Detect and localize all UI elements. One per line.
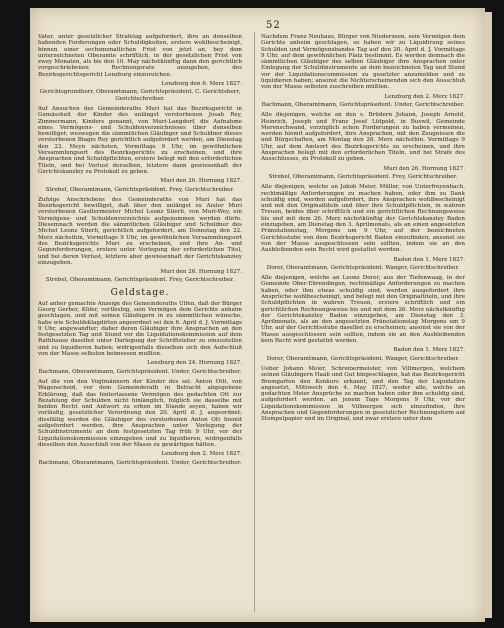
notice-text: Alle diejenigen, welche an den s. Brüdern Johann, Joseph Arnold, Heinrich, Joseph und Franz Josef Lütpold, in Buswil, Gemeinde Merenschwand, vorzüglich schon Forderungen zu haben vermeinen, werden hiemit aufgefordert, ihre Ansprachen, mit den Zeugnissen die und Bürgschaften, am Montag den 26. Merz nächsthin, Vormittags 9 Uhr, auf dem Amtsort des Bezirksgerichts zu erscheinen, und ihre Ansprachen belegt mit den erforderlichen Titeln, und bei Strafe des Ausschlusses, zu Protokoll zu geben. — [261, 112, 465, 163]
column-divider — [254, 32, 255, 612]
notice-date: Baden den 1. Merz 1827. — [393, 347, 465, 354]
notice-text: Nachdem Franz Neuhaus, Bürger von Niederzeen, sein Vermögen dem Gerichte anheim geschlagen, so haben wir zu Liquidirung seines Schulden und Vermögensbandes Tag auf den 20. April d. J. Vormittags 9 Uhr, auf dem gewöhnlichen Platz bestimmt. Es werden demnach die sämmtlichen Gläubiger des selben Gläubiger ihre Ansprachen unter Einlegung der Schuldinstrumente an dem bezeichneten Tag und Stund vor der Liquidationscommission zu gesetzter anzumelden und zu liquidieren haben; ansonst die Nichterscheinenden sich den Ausschluß von der Masse selbsten zuschreiben müßten. — [261, 34, 465, 91]
notice-signature: Dorer, Oberamtmann, Gerichtspräsident. Wanger, Gerichtschreiber. — [266, 355, 460, 362]
notice-date: Lenzburg den 24. Hornung 1827. — [147, 360, 242, 367]
notice-text: Auf die von den Vogtmännern der Kinder des sel. Anton Otti, von Wagenscheid, vor dem Gemeinderath in Betracht abgegebene Erklärung, daß das hinterlassene Vermögen des gedachten Ott zur Bezahlung der Schulden nicht hinlänglich, folglich sie dasselbe mit beiden Recht und Antwort zu erben im Stande seyen, haben wir vorläufig, gesetzlicher Verordnung den 20. April d. J. angeordnet; diesfällig werden die Gläubiger des verstorbenen Anton Ott hiemit aufgefordert werden, ihre Ansprachen unter Vorlegung der Schuldinstrumente an dem festgesetzten Tag früh 9 Uhr, vor der Liquidationskommission einzugeben und zu liquidieren, widrigenfalls dieselben den Ausschluß von der Masse zu gewärtigen hätten. — [38, 378, 242, 448]
notice-signature: Strebel, Oberamtmann, Gerichtspräsident. Frey, Gerichtschreiber. — [45, 186, 235, 193]
notice-date: Muri den 26. Hornung 1827. — [383, 165, 465, 172]
notice-text: Ueber Johann Meier, Schreinermeister, von Villmergen, welchem seinen Gläubigern Haab und Gut hingeschlagen, hat das Bezirksgericht Bremgarten den Konkurs erkannt, und den Tag der Liquidation angesetzt, Mittwoch den 4. May 1827; weder alle, welche an gedachten Meier Ansprüche zu machen haben oder ihm schuldig sind, aufgefordert werden, an jenem Tage Morgens 9 Uhr, vor der Liquidationskommission in Villmergen sich einzufinden, ihre Ansprachen und Gegenforderungen in gesetzlicher Rechnungsform auf Stempelpapier und im Original, und zwar erstere unter dem — [261, 365, 465, 423]
notice-date: Muri den 26. Hornung 1827. — [160, 178, 242, 185]
notice-date: Lenzburg den 2. Merz 1827. — [161, 451, 242, 458]
notice-signature: Bachmann, Oberamtmann, Gerichtspräsident. Under, Gerichtschreiber. — [38, 368, 242, 375]
notice-signature: Gerichtsgrundherr, Oberamtmann, Gerichtspräsident. C. Gerichtsherr, Gerichtschreiber. — [39, 89, 241, 102]
notice-signature: Bachmann, Oberamtmann, Gerichtspräsident. Under, Gerichtschreiber. — [261, 101, 465, 108]
notice-text: Vater, unter gesetzlicher Strafelag aufgefordert, ihre an denselben habenden Forderungen oder Schuldigkeiten, erstere wohlbescheinigt, binnen einer sechsmonatlichen Frist von jetzt an, bey dem unterzeichneten Oberamte schriftlich, in der gesetzlichen Frist von zwey Monaten, als bis den 10. May nächstkünftig dann den gerichtlich vorgeschriebenen Rechnungsrate anzugeben, des Bezirksgerichtsgericht Lenzburg einzureichen. — [38, 34, 242, 78]
notice-date: Muri den 26. Hornung 1827. — [160, 269, 242, 276]
right-column — [261, 34, 465, 614]
notice-date: Lenzburg den 2. Merz 1827. — [384, 93, 465, 100]
notice-text: Auf Ansuchen des Gemeinderaths Muri hat das Bezirksgericht in Gemässheit der Kinder des unlängst verstorbenen Josab Rey, Zimmermann, Kinders genannt, von Muri-Langdorf, die Aufnahme eines Vermögens- und Schuldenverzeichnisses über denselben bewilliget; weswegen die sämmtlichen Gläubiger und Schuldner dieses verstorbenen Biagio Rey gerichtlich aufgefordert werden, am Dienstag den 22. Meyn nächsten, Vormittags 9 Uhr, im gewöhnlichen Versammlungsort des Bezirksgerichts zu erscheinen, und ihre Ansprachen und Schuldpflichten, erstere belegt mit den erforderlichen Titeln, und bei Verlust derselben, letztere dann gewissenhaft der Gerichtskanzley zu Protokoll zu geben. — [38, 105, 242, 175]
notice-signature: Dorer, Oberamtmann, Gerichtspräsident. Wanger, Gerichtschreiber. — [266, 264, 460, 271]
notice-text: Alle diejenigen, welche an Jakob Meier, Müller, von Unterfreyenbach, rechtmäßige Anforderungen zu machen haben, oder ihm zu Dank schuldig sind, werden aufgefordert, ihre Ansprachen wohlbescheinigt und mit den Originaltiteln und über ihre Schuldpflichten, in wahren Treuen, beides über schriftlich und ein gerichtlichen Rechnungsweise bis und mit dem 26. Merz nächstkünftig der Gerichtskanzley Baden einzugeben, am Dienstag den 3. Aprilmonats, als an einen angesetzten Pränotationstag, Morgens um 9 Uhr, auf der bezeichneten Gerichtsstube von dem Bezirksgericht Baden einzufinden; ansonst sie von der Masse ausgeschlossen sein sollten, indem sie an den Ausbleibenden sein Recht wird gestattet werden. — [261, 184, 465, 254]
notice-text: Zufolge Anschriebens des Gemeinderaths von Muri hat das Bezirksgericht bewilliget, daß über den unlängst zu Aiuler Muri verstorbenen Gastlermeister Michel Leonz Stierli, von Muri-Wey, ein Vermögens- und Schuldenverzeichnis aufgenommen werden dürfe. Diesemnach werden die sämmtlichen Gläubiger und Schuldner des Michel Leonz Stierli, gerichtlich aufgefordert, am Donnstag den 22. Merz nächsthin, Vormittags 9 Uhr, im gewöhnlichen Versammlungsort des Bezirksgerichts Muri zu erscheinen, und ihre An- und Gegenforderungen, erstere unter Vorlegung der erforderlichen Titel, und bei deren Verlust, letztere aber gewissenhaft der Gerichtskanzley einzugeben. — [38, 196, 242, 266]
notice-text: Auf anher gemachte Anzeige des Gemeinderaths Ulfen, daß der Bürger Georg Gerber, Küfer, vortlesbig, sein Vermögen dem Gerichte anheim geschlagen, und mit seinen Gläubigern in zu sämmtlichen wünsche, habe wie Schuldsklagdirten angeordnet sei den 6. April d. J. Vormittags 9 Uhr, angewandter; daher deren Gläubiger ihre Ansprachen an den festgesetzten Tag und Stund vor die Liquidationskommission auf dem Rathhause daselbst unter Darlegung der Schriftsteher zu einzustellen und zu liquidieren haben; widrigenfalls dieselben sich den Aufschluß von der Masse selbsten beimessen mußten. — [38, 300, 242, 358]
section-heading: Geldstage. — [110, 287, 170, 298]
notice-date: Baden den 1. Merz 1827. — [393, 256, 465, 263]
newspaper-page — [30, 8, 485, 622]
page-number: 52 — [266, 20, 281, 31]
notice-text: Alle diejenigen, welche an Leonz Dorer, aus der Tiefenwaag, in der Gemeinde Ober-Ehrendingen, rechtmäßige Anforderungen zu machen haben, oder ihm etwas schuldig sind, werden ausgefordert ihre Ansprüche wohlbescheinigt, und belegt mit den Originaltiteln, und ihre Schuldpflichten in wahren Treuen, erstere schriftlich und ein gerichtlichen Rechnungsweise bis und mit dem 26. Merz nächstkünftig der Gerichtskanzley Baden einzugeben, am Dienstag den 3. Aprilmonats, als an den angesetzten Pränotationstag Morgens um 9 Uhr, auf der Gerichtsstube daselbst zu erscheinen; ansonst sie von der Masse ausgeschlossen sein sollten, indem sie an den Ausbleibenden kein Recht wird gestattet werden. — [261, 275, 465, 345]
page-edge — [485, 12, 492, 618]
notice-date: Lenzburg den 6. Merz 1827. — [161, 81, 242, 88]
notice-signature: Strebel, Oberamtmann, Gerichtspräsident. Frey, Gerichtschreiber. — [45, 277, 235, 284]
notice-signature: Bachmann, Oberamtmann, Gerichtspräsident. Under, Gerichtschreiber. — [38, 459, 242, 466]
notice-signature: Strebel, Oberamtmann, Gerichtspräsident. Frey, Gerichtschreiber. — [268, 173, 458, 180]
left-column — [38, 34, 242, 614]
